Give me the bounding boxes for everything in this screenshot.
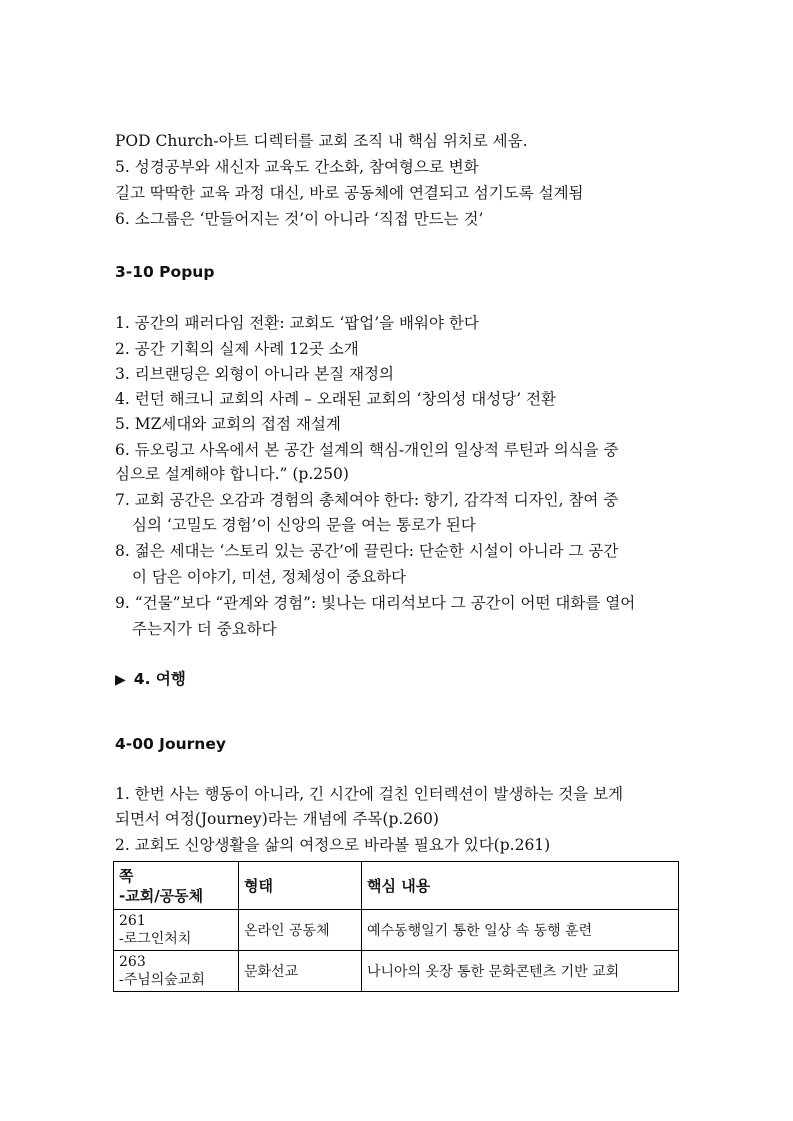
list-item-continuation: 심의 ‘고밀도 경험’이 신앙의 문을 여는 통로가 된다	[132, 516, 476, 534]
header-cell-type: 형태	[239, 862, 362, 910]
header-cell-content: 핵심 내용	[362, 862, 679, 910]
journey-line-2: 되면서 여정(Journey)라는 개념에 주목(p.260)	[115, 810, 439, 828]
cell-type: 온라인 공동체	[239, 910, 362, 951]
list-item: 2. 공간 기획의 실제 사례 12곳 소개	[115, 340, 359, 358]
table-row	[114, 951, 679, 992]
header-church-label: -교회/공동체	[119, 886, 204, 905]
journey-line-3: 2. 교회도 신앙생활을 삶의 여정으로 바라볼 필요가 있다(p.261)	[115, 836, 551, 854]
cell-church: -로그인처치	[119, 931, 192, 947]
church-table	[113, 861, 679, 992]
list-item: 9. “건물”보다 “관계와 경험”: 빛나는 대리석보다 그 공간이 어떤 대화를 열어	[115, 594, 636, 612]
table-header-row	[114, 862, 679, 910]
header-page-label: 쪽	[119, 866, 134, 885]
list-item-continuation: 주는지가 더 중요하다	[132, 620, 277, 638]
list-item: 6. 듀오링고 사옥에서 본 공간 설계의 핵심-개인의 일상적 루틴과 의식을 중	[115, 441, 619, 459]
section-heading-4-00: 4-00 Journey	[115, 735, 226, 753]
list-item-continuation: 심으로 설계해야 합니다.” (p.250)	[115, 465, 349, 483]
cell-page: 263	[119, 954, 146, 970]
list-item: 3. 리브랜딩은 외형이 아니라 본질 재정의	[115, 365, 394, 383]
cell-page: 261	[119, 913, 146, 929]
cell-type: 문화선교	[239, 951, 362, 992]
list-item: 4. 런던 해크니 교회의 사례 – 오래된 교회의 ‘창의성 대성당’ 전환	[115, 390, 557, 408]
section-heading-4-label: 4. 여행	[133, 670, 186, 688]
list-item: 1. 공간의 패러다임 전환: 교회도 ‘팝업’을 배워야 한다	[115, 314, 479, 332]
header-cell-page	[114, 862, 239, 910]
journey-line-1: 1. 한번 사는 행동이 아니라, 긴 시간에 걸친 인터렉션이 발생하는 것을 보게	[115, 785, 624, 803]
intro-line-2: 5. 성경공부와 새신자 교육도 간소화, 참여형으로 변화	[115, 158, 479, 176]
intro-line-3: 길고 딱딱한 교육 과정 대신, 바로 공동체에 연결되고 섬기도록 설계됨	[115, 184, 584, 202]
cell-content: 나니아의 옷장 통한 문화콘텐츠 기반 교회	[362, 951, 679, 992]
list-item: 7. 교회 공간은 오감과 경험의 총체여야 한다: 향기, 감각적 디자인, 참여 중	[115, 491, 619, 509]
section-heading-3-10: 3-10 Popup	[115, 263, 215, 281]
play-triangle-icon: ▶	[115, 672, 126, 688]
section-heading-4	[115, 669, 186, 690]
cell-church: -주님의숲교회	[119, 972, 205, 988]
list-item: 5. MZ세대와 교회의 접점 재설계	[115, 415, 341, 433]
table-row	[114, 910, 679, 951]
intro-line-1: POD Church-아트 디렉터를 교회 조직 내 핵심 위치로 세움.	[115, 132, 528, 150]
list-item: 8. 젊은 세대는 ‘스토리 있는 공간’에 끌린다: 단순한 시설이 아니라 그 공간	[115, 542, 619, 560]
list-item-continuation: 이 담은 이야기, 미션, 정체성이 중요하다	[132, 568, 407, 586]
cell-page-church	[114, 910, 239, 951]
cell-content: 예수동행일기 통한 일상 속 동행 훈련	[362, 910, 679, 951]
cell-page-church	[114, 951, 239, 992]
intro-line-4: 6. 소그룹은 ‘만들어지는 것’이 아니라 ‘직접 만드는 것’	[115, 210, 484, 228]
